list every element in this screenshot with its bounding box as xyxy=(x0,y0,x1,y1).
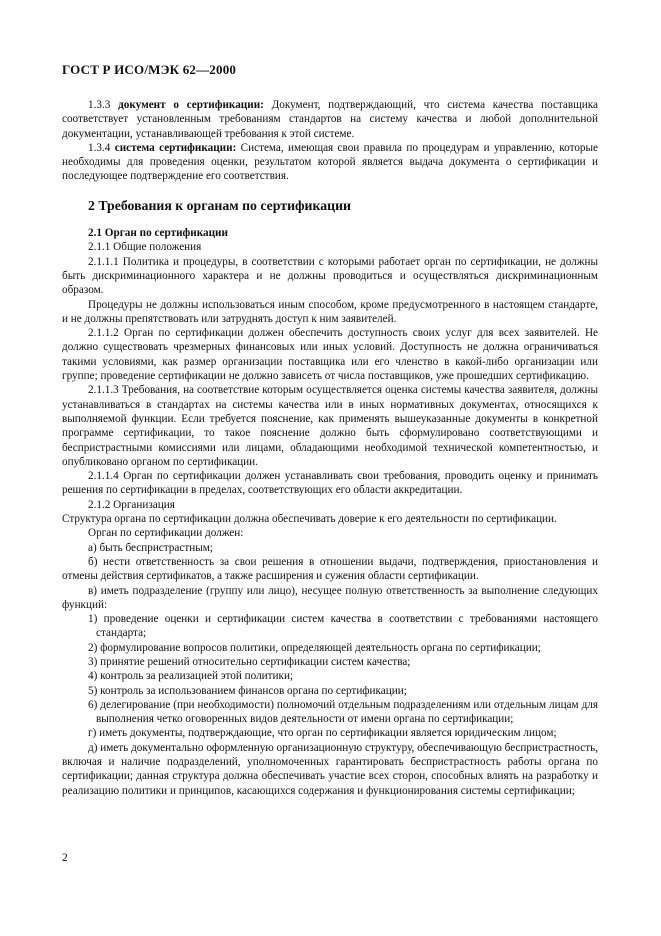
document-header: ГОСТ Р ИСО/МЭК 62—2000 xyxy=(62,62,237,77)
sub-item-3: 3) принятие решений относительно сертификации систем качества; xyxy=(88,655,411,668)
clause-2-1-1-4: 2.1.1.4 Орган по сертификации должен устанавливать свои требования, проводить оценку и принимать решения по сертификации в пределах, соответствующих его области аккредитации. xyxy=(62,470,598,497)
section-2-1-1-heading: 2.1.1 Общие положения xyxy=(88,241,202,254)
term-label: документ о сертификации: xyxy=(118,99,264,111)
list-item-g: г) иметь документы, подтверждающие, что орган по сертификации является юридическим лицом; xyxy=(88,727,557,740)
list-item-v: в) иметь подразделение (группу или лицо), несущее полную ответственность за выполнение следующих функций: xyxy=(62,584,598,611)
clause-2-1-2-lead: Орган по сертификации должен: xyxy=(88,527,244,540)
term-label: система сертификации: xyxy=(114,141,237,154)
section-2-1-heading: 2.1 Орган по сертификации xyxy=(88,227,228,240)
clause-number: 1.3.3 xyxy=(88,99,119,111)
sub-item-1: 1) проведение оценки и сертификации систем качества в соответствии с требованиями настоящего стандарта; xyxy=(88,613,598,640)
list-item-d: д) иметь документально оформленную организационную структуру, обеспечивающую беспристрастность, включая и наличие подразделений, уполномоченных гарантировать беспристрастность работы органа по сертификации; данная структура должна обеспечивать участие всех сторон, способных влиять на разработку и реализацию политики и принципов, касающихся содержания и функционирования системы сертификации; xyxy=(62,741,598,797)
sub-item-4: 4) контроль за реализацией этой политики; xyxy=(88,670,294,683)
clause-2-1-1-1: 2.1.1.1 Политика и процедуры, в соответствии с которыми работает орган по сертификации, не должны быть дискриминационного характера и не должны проводиться и осуществляться дискриминационным образом. xyxy=(62,255,598,297)
clause-2-1-2-text: Структура органа по сертификации должна обеспечивать доверие к его деятельности по сертификации. xyxy=(62,513,557,526)
list-item-b: б) нести ответственность за свои решения в отношении выдачи, подтверждения, приостановления и отмены действия сертификатов, а также расширения и сужения области сертификации. xyxy=(62,555,598,583)
term-definition: Система, имеющая свои правила по процедурам и управлению, которые необходимы для проведения оценки, результатом которой является выдача документа о сертификации и последующее подтверждение его соответствия. xyxy=(62,141,598,183)
sub-item-5: 5) контроль за использованием финансов органа по сертификации; xyxy=(88,684,407,697)
page-number: 2 xyxy=(62,852,68,864)
sub-item-6: 6) делегирование (при необходимости) полномочий отдельным подразделениям или отдельным лицам для выполнения четко оговоренных видов деятельности от имени органа по сертификации; xyxy=(88,698,598,726)
clause-1-3-4 xyxy=(62,141,598,184)
clause-2-1-1-1-continuation: Процедуры не должны использоваться иным способом, кроме предусмотренного в настоящем стандарте, и не должны препятствовать или затруднять доступ к ним заявителей. xyxy=(62,298,598,325)
sub-item-2: 2) формулирование вопросов политики, определяющей деятельность органа по сертификации; xyxy=(88,641,541,654)
section-2-1-2-heading: 2.1.2 Организация xyxy=(88,498,175,511)
clause-2-1-1-3: 2.1.1.3 Требования, на соответствие которым осуществляется оценка системы качества заявителя, должны устанавливаться в стандартах на системы качества или в иных нормативных документах, относящихся к выполняемой функции. Если требуется пояснение, как применять вышеуказанные документы в конкретной программе сертификации, то такое пояснение должно быть сформулировано соответствующими и беспристрастными комиссиями или лицами, обладающими необходимой технической компетентностью, и опубликовано органом по сертификации. xyxy=(62,384,598,468)
clause-1-3-3 xyxy=(62,98,598,141)
section-2-heading: 2 Требования к органам по сертификации xyxy=(88,197,351,213)
clause-2-1-1-2: 2.1.1.2 Орган по сертификации должен обеспечить доступность своих услуг для всех заявителей. Не должно существовать чрезмерных финансовых или иных условий. Доступность не должна ограничиваться такими условиями, как размер организации поставщика или его членство в какой-либо организации или группе; проведение сертификации не должно зависеть от числа поставщиков, уже прошедших сертификацию. xyxy=(62,327,598,383)
list-item-a: а) быть беспристрастным; xyxy=(88,541,213,554)
document-body xyxy=(62,98,598,798)
clause-number: 1.3.4 xyxy=(88,141,115,154)
term-definition: Документ, подтверждающий, что система качества поставщика соответствует установленным требованиям стандартов на систему качества и любой дополнительной документации, устанавливающей требования к этой системе. xyxy=(62,99,599,140)
